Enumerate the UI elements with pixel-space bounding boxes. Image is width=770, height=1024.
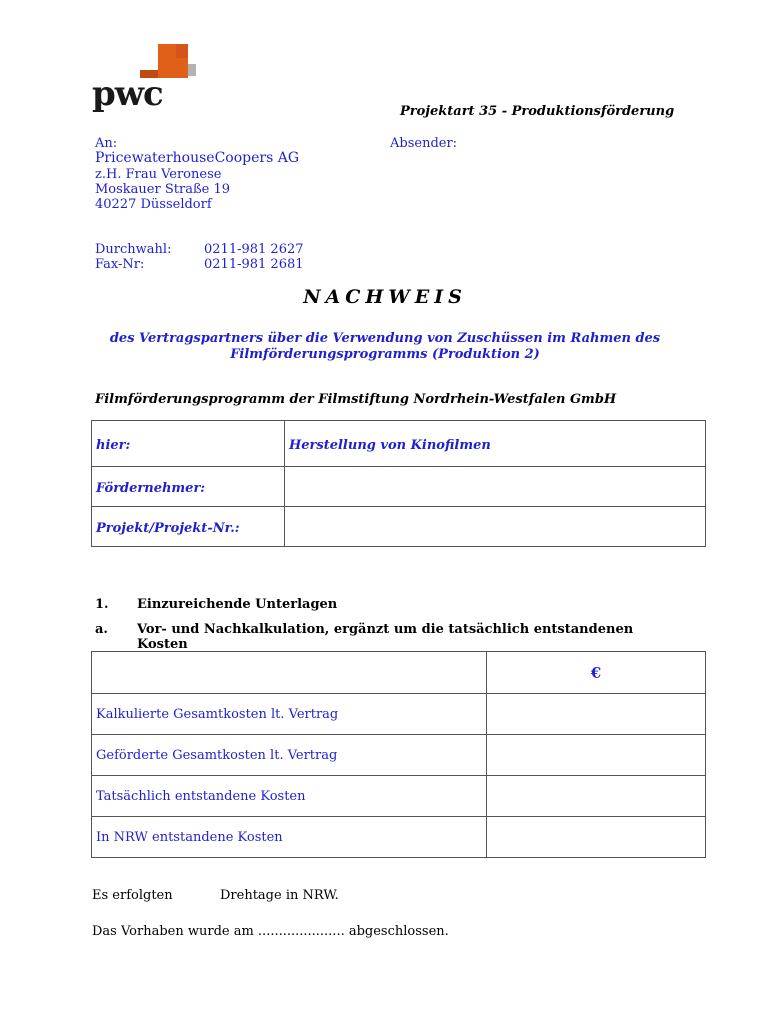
fax-label: Fax-Nr: xyxy=(95,257,145,272)
cost-label: Geförderte Gesamtkosten lt. Vertrag xyxy=(92,735,487,776)
durchwahl-value: 0211-981 2627 xyxy=(204,242,304,257)
document-title: NACHWEIS xyxy=(303,286,467,308)
completion-line: Das Vorhaben wurde am ..................... abgeschlossen. xyxy=(92,924,449,939)
subsection-title: Vor- und Nachkalkulation, ergänzt um die tatsächlich entstandenen Kosten xyxy=(137,622,634,652)
cost-label: Kalkulierte Gesamtkosten lt. Vertrag xyxy=(92,694,487,735)
recipient-line: Moskauer Straße 19 xyxy=(95,182,230,197)
info-label: hier: xyxy=(92,421,285,467)
program-title: Filmförderungsprogramm der Filmstiftung Nordrhein-Westfalen GmbH xyxy=(95,392,617,407)
cost-value-input[interactable] xyxy=(487,694,706,735)
projekt-nr-input[interactable] xyxy=(285,507,706,547)
durchwahl-label: Durchwahl: xyxy=(95,242,172,257)
recipient-label: An: xyxy=(95,136,118,151)
cost-table xyxy=(91,651,706,858)
info-label: Fördernehmer: xyxy=(92,467,285,507)
cost-label: In NRW entstandene Kosten xyxy=(92,817,487,858)
cost-value-input[interactable] xyxy=(487,776,706,817)
info-table xyxy=(91,420,706,547)
info-label: Projekt/Projekt-Nr.: xyxy=(92,507,285,547)
currency-header: € xyxy=(487,652,706,694)
subsection-letter: a. xyxy=(95,622,108,637)
recipient-line: z.H. Frau Veronese xyxy=(95,167,222,182)
recipient-line: 40227 Düsseldorf xyxy=(95,197,212,212)
pwc-logo xyxy=(92,40,202,120)
document-subtitle: des Vertragspartners über die Verwendung von Zuschüssen im Rahmen des Filmförderungsprogramms (Produktion 2) xyxy=(109,331,661,362)
cost-value-input[interactable] xyxy=(487,735,706,776)
cost-label: Tatsächlich entstandene Kosten xyxy=(92,776,487,817)
section-number: 1. xyxy=(95,597,109,612)
foerdernehmer-input[interactable] xyxy=(285,467,706,507)
recipient-name: PricewaterhouseCoopers AG xyxy=(95,150,300,166)
info-value: Herstellung von Kinofilmen xyxy=(285,421,706,467)
sender-label: Absender: xyxy=(390,136,458,151)
fax-value: 0211-981 2681 xyxy=(204,257,304,272)
logo-text: pwc xyxy=(92,74,163,114)
cost-value-input[interactable] xyxy=(487,817,706,858)
drehtage-suffix: Drehtage in NRW. xyxy=(220,888,339,903)
drehtage-prefix: Es erfolgten xyxy=(92,888,173,903)
section-title: Einzureichende Unterlagen xyxy=(137,597,338,612)
projektart-label: Projektart 35 - Produktionsförderung xyxy=(400,104,675,119)
cost-header-blank xyxy=(92,652,487,694)
